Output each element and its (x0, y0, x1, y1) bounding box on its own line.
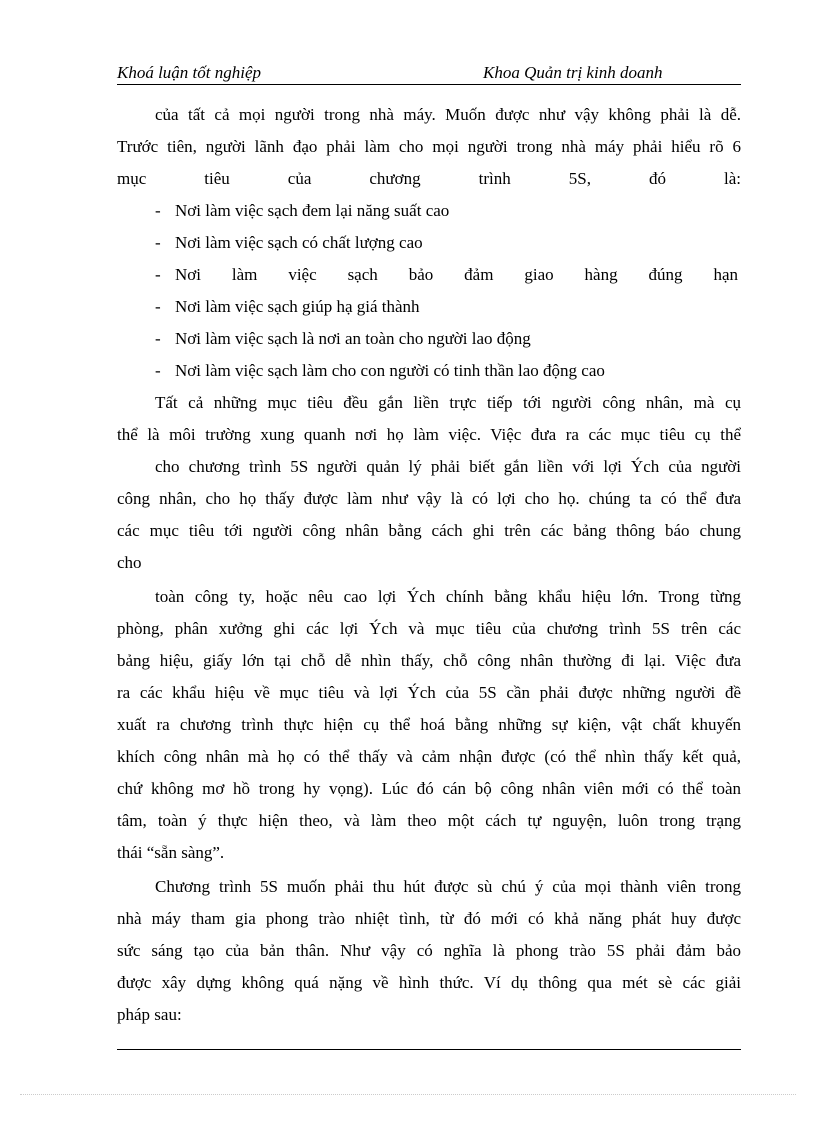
bullet-marker: - (155, 265, 161, 284)
page-header (117, 62, 741, 85)
text-line: tâm, toàn ý thực hiện theo, và làm theo một cách tự nguyện, luôn trong trạng (117, 811, 741, 830)
text-line: xuất ra chương trình thực hiện cụ thể hoá bằng những sự kiện, vật chất khuyến (117, 715, 741, 734)
footer-divider (117, 1049, 741, 1050)
bullet-item: Nơi làm việc sạch bảo đảm giao hàng đúng hạn (175, 265, 738, 284)
text-line: pháp sau: (117, 1005, 182, 1024)
text-line: cho (117, 553, 142, 572)
text-line: phòng, phân xưởng ghi các lợi Ých và mục tiêu của chương trình 5S trên các (117, 619, 741, 638)
bullet-item: Nơi làm việc sạch giúp hạ giá thành (175, 297, 420, 316)
text-line: ra các khẩu hiệu về mục tiêu và lợi Ých của 5S cần phải được những người đề (117, 683, 741, 702)
text-line: Trước tiên, người lãnh đạo phải làm cho mọi người trong nhà máy phải hiểu rõ 6 (117, 137, 741, 156)
bullet-marker: - (155, 329, 161, 348)
bullet-marker: - (155, 233, 161, 252)
text-line: thái “sẵn sàng”. (117, 843, 225, 862)
text-line: nhà máy tham gia phong trào nhiệt tình, từ đó mới có khả năng phát huy được (117, 909, 741, 928)
text-line: chứ không mơ hồ trong hy vọng). Lúc đó cán bộ công nhân viên mới có thể toàn (117, 779, 741, 798)
text-line: khích công nhân mà họ có thể thấy và cảm nhận được (có thể nhìn thấy kết quả, (117, 747, 741, 766)
page-boundary (20, 1094, 796, 1095)
bullet-marker: - (155, 201, 161, 220)
bullet-item: Nơi làm việc sạch có chất lượng cao (175, 233, 423, 252)
text-line: sức sáng tạo của bản thân. Như vậy có nghĩa là phong trào 5S phải đảm bảo (117, 941, 741, 960)
text-line: các mục tiêu tới người công nhân bằng cách ghi trên các bảng thông báo chung (117, 521, 741, 540)
header-thesis-title: Khoá luận tốt nghiệp (117, 63, 262, 82)
text-line: Chương trình 5S muốn phải thu hút được sù chú ý của mọi thành viên trong (155, 877, 741, 896)
header-faculty: Khoa Quản trị kinh doanh (483, 63, 663, 82)
bullet-marker: - (155, 361, 161, 380)
text-line: công nhân, cho họ thấy được làm như vậy là có lợi cho họ. chúng ta có thể đưa (117, 489, 741, 508)
text-line: được xây dựng không quá nặng về hình thức. Ví dụ thông qua mét sè các giải (117, 973, 741, 992)
text-line: thể là môi trường xung quanh nơi họ làm việc. Việc đưa ra các mục tiêu cụ thể (117, 425, 741, 444)
bullet-item: Nơi làm việc sạch đem lại năng suất cao (175, 201, 450, 220)
text-line: cho chương trình 5S người quản lý phải biết gắn liền với lợi Ých của người (155, 457, 741, 476)
text-line: mục tiêu của chương trình 5S, đó là: (117, 169, 741, 188)
text-line: của tất cả mọi người trong nhà máy. Muốn được như vậy không phải là dễ. (155, 105, 741, 124)
text-line: bảng hiệu, giấy lớn tại chỗ dễ nhìn thấy, chỗ công nhân thường đi lại. Việc đưa (117, 651, 741, 670)
text-line: toàn công ty, hoặc nêu cao lợi Ých chính bằng khẩu hiệu lớn. Trong từng (155, 587, 741, 606)
bullet-item: Nơi làm việc sạch là nơi an toàn cho người lao động (175, 329, 531, 348)
text-line: Tất cả những mục tiêu đều gắn liền trực tiếp tới người công nhân, mà cụ (155, 393, 741, 412)
bullet-marker: - (155, 297, 161, 316)
bullet-item: Nơi làm việc sạch làm cho con người có tinh thần lao động cao (175, 361, 605, 380)
